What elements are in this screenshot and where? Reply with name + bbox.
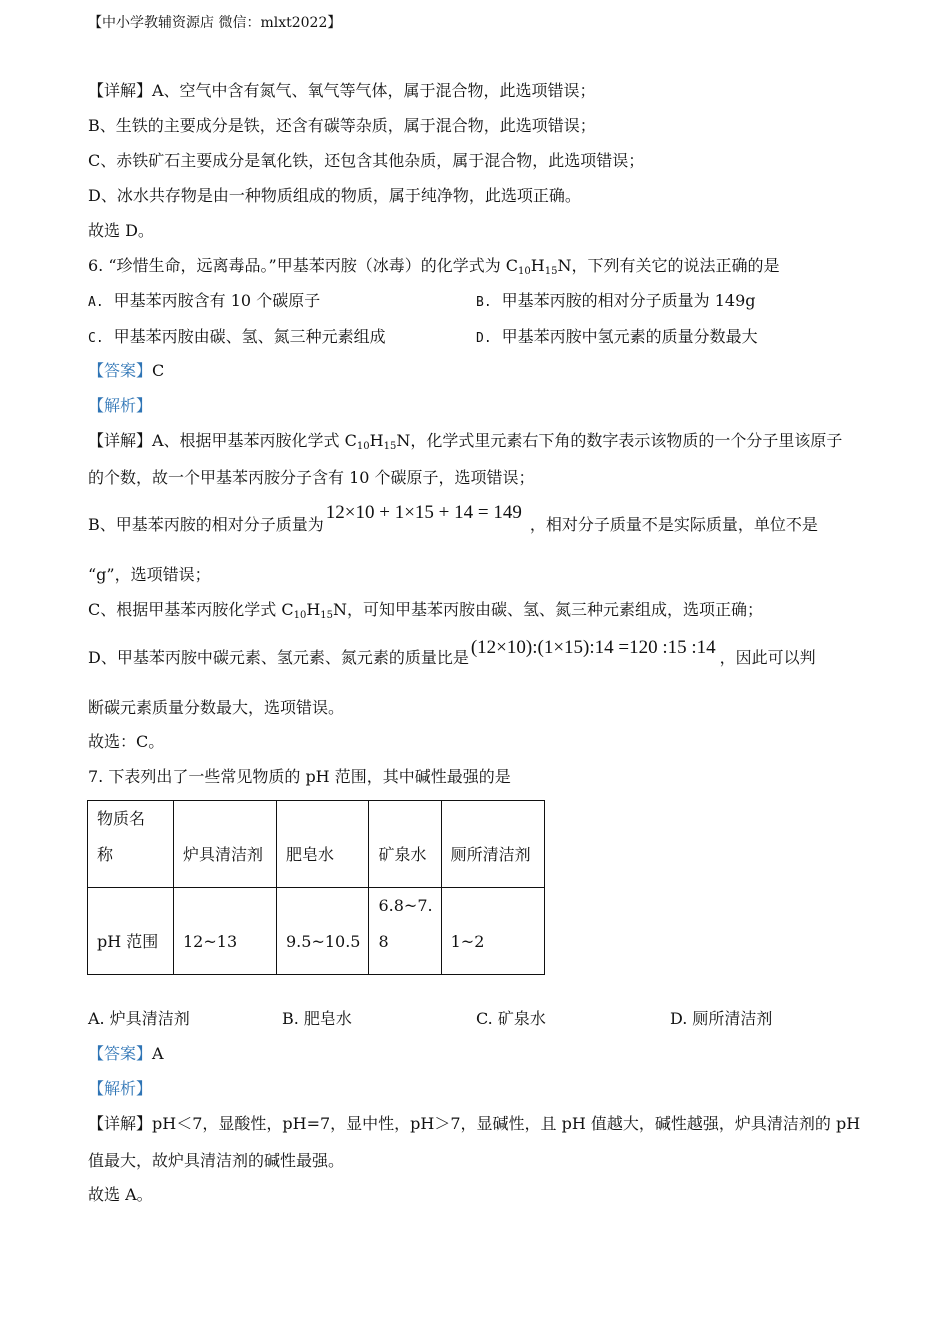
table-cell: 12~13 (174, 888, 277, 975)
q7-choose: 故选 A。 (88, 1185, 153, 1204)
q5-detail-a: 【详解】A、空气中含有氮气、氧气等气体，属于混合物，此选项错误； (88, 81, 596, 100)
q6-option-c: C. 甲基苯丙胺由碳、氢、氮三种元素组成 (88, 327, 386, 346)
q7-option-b: B. 肥皂水 (282, 1009, 352, 1028)
q7-analysis-label: 【解析】 (88, 1079, 153, 1098)
q6-detail-c: C、根据甲基苯丙胺化学式 $C_{10}H_{15}N$，可知甲基苯丙胺由碳、氢、氮三种元素组成，选项正确； (88, 600, 764, 621)
q6-option-d: D. 甲基苯丙胺中氢元素的质量分数最大 (476, 327, 758, 346)
q7-option-d: D. 厕所清洁剂 (670, 1009, 773, 1028)
table-header-cell: 炉具清洁剂 (174, 801, 277, 888)
table-header-cell: 厕所清洁剂 (441, 801, 544, 888)
table-cell: 6.8~7. 8 (369, 888, 441, 975)
q6-detail-b-line2: “g”，选项错误； (88, 565, 211, 584)
q5-detail-d: D、冰水共存物是由一种物质组成的物质，属于纯净物，此选项正确。 (88, 186, 581, 205)
q6-option-b: B. 甲基苯丙胺的相对分子质量为 149g (476, 291, 756, 310)
q6-mass-ratio: (12×10):(1×15):14 =120 :15 :14 (470, 637, 716, 658)
q6-detail-d: D、甲基苯丙胺中碳元素、氢元素、氮元素的质量比是 (12×10):(1×15):14 =120 :15 :14 ，因此可以判 (88, 637, 816, 667)
table-cell: pH 范围 (88, 888, 174, 975)
q7-option-c: C. 矿泉水 (476, 1009, 546, 1028)
table-row (88, 888, 545, 975)
table-cell: 9.5~10.5 (277, 888, 369, 975)
q6-detail-a-line2: 的个数，故一个甲基苯丙胺分子含有 10 个碳原子，选项错误； (88, 468, 535, 487)
q6-detail-a: 【详解】A、根据甲基苯丙胺化学式 $C_{10}H_{15}N$，化学式里元素右下角的数字表示该物质的一个分子里该原子 (88, 431, 843, 452)
table-header-cell: 肥皂水 (277, 801, 369, 888)
table-cell: 1~2 (441, 888, 544, 975)
q6-choose: 故选：C。 (88, 732, 165, 751)
q7-detail-line1: 【详解】pH＜7，显酸性，pH=7，显中性，pH＞7，显碱性，且 pH 值越大，碱性越强，炉具清洁剂的 pH (88, 1114, 861, 1133)
q7-option-a: A. 炉具清洁剂 (88, 1009, 190, 1028)
q7-answer: 【答案】A (88, 1044, 164, 1063)
q6-detail-b: B、甲基苯丙胺的相对分子质量为12×10 + 1×15 + 14 = 149，相对分子质量不是实际质量，单位不是 (88, 502, 818, 534)
q5-detail-b: B、生铁的主要成分是铁，还含有碳等杂质，属于混合物，此选项错误； (88, 116, 596, 135)
table-header-row (88, 801, 545, 888)
q6-stem: 6. “珍惜生命，远离毒品。”甲基苯丙胺（冰毒）的化学式为 $C_{10}H_{15}N$，下列有关它的说法正确的是 (88, 256, 780, 277)
q6-formula-mass: 12×10 + 1×15 + 14 = 149 (325, 502, 522, 523)
q6-option-a: A. 甲基苯丙胺含有 10 个碳原子 (88, 291, 321, 310)
q7-stem: 7. 下表列出了一些常见物质的 pH 范围，其中碱性最强的是 (88, 767, 511, 786)
page-header: 【中小学教辅资源店 微信：mlxt2022】 (88, 15, 342, 31)
q5-choose: 故选 D。 (88, 221, 154, 240)
q6-detail-d-line2: 断碳元素质量分数最大，选项错误。 (88, 698, 345, 717)
table-header-cell: 矿泉水 (369, 801, 441, 888)
q7-detail-line2: 值最大，故炉具清洁剂的碱性最强。 (88, 1151, 345, 1170)
q6-analysis-label: 【解析】 (88, 396, 153, 415)
q5-detail-c: C、赤铁矿石主要成分是氧化铁，还包含其他杂质，属于混合物，此选项错误； (88, 151, 645, 170)
ph-table (87, 800, 545, 975)
q6-answer: 【答案】C (88, 361, 165, 380)
table-header-cell: 物质名 称 (88, 801, 174, 888)
